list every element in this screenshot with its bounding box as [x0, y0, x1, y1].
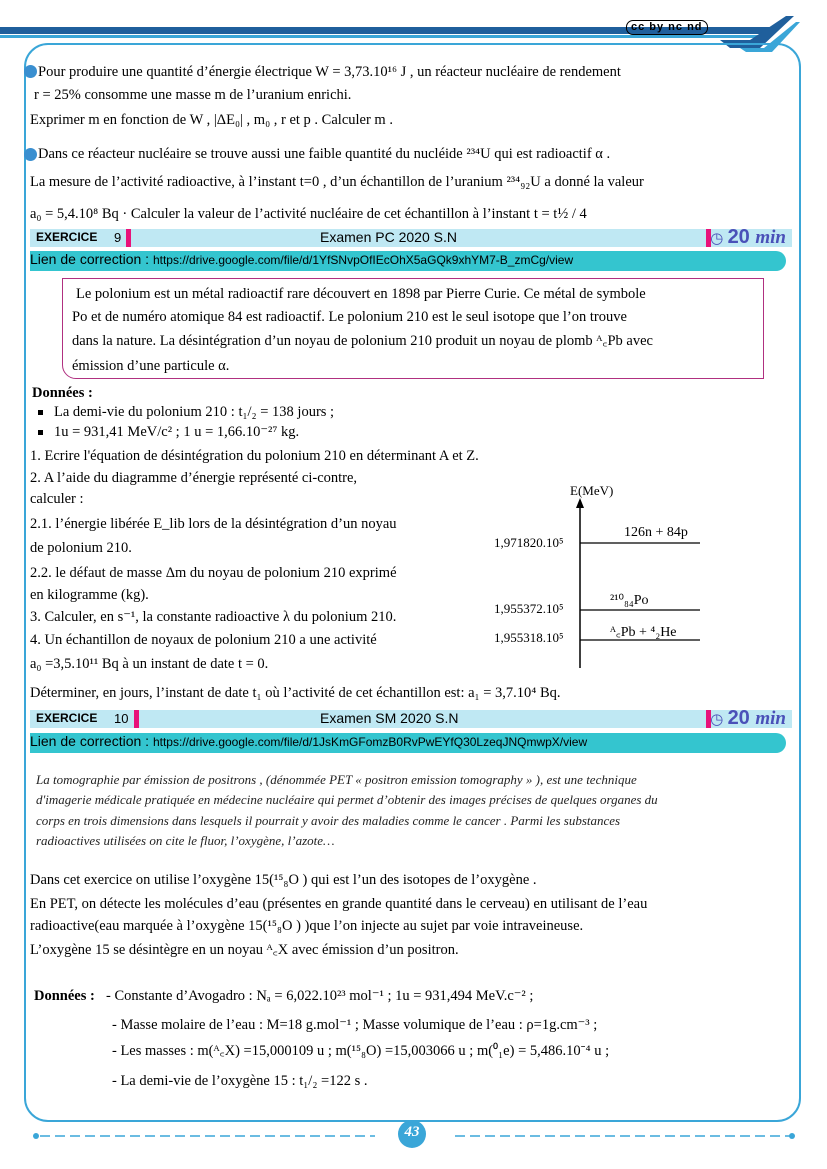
q4-line1: Dans ce réacteur nucléaire se trouve aussi une faible quantité du nucléide ²³⁴U qui est radioactif α . [38, 146, 611, 162]
duration [710, 226, 786, 249]
donnees-title: Données : [32, 385, 93, 401]
ex10-paragraph-2: En PET, on détecte les molécules d’eau (présentes en grande quantité dans le cerveau) en utilisant de l’eau [30, 896, 648, 912]
exercise-9-header [30, 226, 792, 248]
q3-line2: r = 25% consomme une masse m de l’uranium enrichi. [34, 87, 352, 103]
level-value: 1,971820.10⁵ [494, 535, 564, 550]
exam-title: Examen PC 2020 S.N [320, 229, 457, 245]
correction-url[interactable]: https://drive.google.com/file/d/1YfSNvpOfIEcOhX5aGQk9xhYM7-B_zmCg/view [152, 253, 574, 267]
question-2-1: 2.1. l’énergie libérée E_lib lors de la désintégration d’un noyau [30, 516, 397, 532]
ex10-donnee-2: - Masse molaire de l’eau : M=18 g.mol⁻¹ ; Masse volumique de l’eau : ρ=1g.cm⁻³ ; [112, 1017, 598, 1033]
correction-url[interactable]: https://drive.google.com/file/d/1JsKmGFomzB0RvPwEYfQ30LzeqJNQmwpX/view [152, 735, 588, 749]
correction-link-bar[interactable] [30, 251, 786, 271]
q3-line3: Exprimer m en fonction de W , |ΔE₀| , m₀ , r et p . Calculer m . [30, 112, 393, 128]
pink-marker [126, 229, 131, 247]
exam-title: Examen SM 2020 S.N [320, 710, 459, 726]
ex10-donnee-3: - Les masses : m(ᴬ꜀X) =15,000109 u ; m(¹⁵₈O) =15,003066 u ; m(⁰₁e) = 5,486.10⁻⁴ u ; [112, 1043, 610, 1059]
ex10-donnees-title: Données : [34, 988, 95, 1004]
level-value: 1,955372.10⁵ [494, 601, 564, 616]
exercise-10-header [30, 707, 792, 729]
exercise-label: EXERCICE [36, 230, 98, 244]
ex10-paragraph-3: L’oxygène 15 se désintègre en un noyau ᴬ꜀X avec émission d’un positron. [30, 942, 459, 958]
q4-line3: a₀ = 5,4.10⁸ Bq · Calculer la valeur de l’activité nucléaire de cet échantillon à l’instant t = t½ / 4 [30, 206, 587, 222]
intro-line4: émission d’une particule α. [72, 358, 230, 374]
header-band-thin [0, 35, 760, 38]
level-value: 1,955318.10⁵ [494, 630, 564, 645]
diagram-axis-label: E(MeV) [570, 483, 614, 498]
pink-marker [134, 710, 139, 728]
pet-intro-line2: d'imagerie médicale pratiquée en médecine nucléaire qui permet d’obtenir des images précises de quelques organes du [36, 792, 658, 807]
bullet-4-icon [24, 148, 37, 161]
level-label: ᴬ꜀Pb + ⁴₂He [610, 625, 677, 640]
bullet-3-icon [24, 65, 37, 78]
question-2-2: 2.2. le défaut de masse Δm du noyau de polonium 210 exprimé [30, 565, 397, 581]
pet-intro-line4: radioactives utilisées on cite le fluor, l’oxygène, l’azote… [36, 833, 335, 848]
correction-label: Lien de correction : [30, 251, 153, 267]
q4-line2: La mesure de l’activité radioactive, à l’instant t=0 , d’un échantillon de l’uranium ²³⁴₉₂U a donné la valeur [30, 174, 644, 190]
clock-icon: ◷ [710, 230, 728, 247]
clock-icon: ◷ [710, 711, 728, 728]
donnee-1: La demi-vie du polonium 210 : t₁/₂ = 138 jours ; [54, 404, 335, 420]
correction-label: Lien de correction : [30, 733, 153, 749]
question-4-cont: a₀ =3,5.10¹¹ Bq à un instant de date t = 0. [30, 656, 269, 672]
intro-line3: dans la nature. La désintégration d’un noyau de polonium 210 produit un noyau de plomb ᴬ꜀Pb avec [72, 333, 653, 349]
duration-unit: min [755, 708, 786, 729]
question-3: 3. Calculer, en s⁻¹, la constante radioactive λ du polonium 210. [30, 609, 397, 625]
exercise-label: EXERCICE [36, 711, 98, 725]
duration-unit: min [755, 227, 786, 248]
page-number: 43 [404, 1124, 420, 1140]
question-2-2-cont: en kilogramme (kg). [30, 587, 149, 603]
question-4-final: Déterminer, en jours, l’instant de date t₁ où l’activité de cet échantillon est: a₁ = 3,7.10⁴ Bq. [30, 685, 561, 701]
bullet-icon [38, 410, 43, 415]
q3-line1: Pour produire une quantité d’énergie électrique W = 3,73.10¹⁶ J , un réacteur nucléaire de rendement [38, 64, 621, 80]
exercise-number: 10 [114, 711, 129, 726]
question-2-1-cont: de polonium 210. [30, 540, 132, 556]
license-badge: cc by nc nd [626, 20, 708, 35]
ex10-paragraph-1: Dans cet exercice on utilise l’oxygène 15(¹⁵₈O ) qui est l’un des isotopes de l’oxygène . [30, 872, 537, 888]
ex10-donnee-4: - La demi-vie de l’oxygène 15 : t₁/₂ =122 s . [112, 1073, 368, 1089]
intro-line1: Le polonium est un métal radioactif rare découvert en 1898 par Pierre Curie. Ce métal de symbole [76, 286, 646, 302]
duration-value: 20 [727, 707, 750, 729]
question-4: 4. Un échantillon de noyaux de polonium 210 a une activité [30, 632, 377, 648]
donnee-2: 1u = 931,41 MeV/c² ; 1 u = 1,66.10⁻²⁷ kg. [54, 424, 300, 440]
intro-line2: Po et de numéro atomique 84 est radioactif. Le polonium 210 est le seul isotope que l’on trouve [72, 309, 627, 325]
exercise-number: 9 [114, 230, 122, 245]
ex10-donnee-1: - Constante d’Avogadro : Nₐ = 6,022.10²³ mol⁻¹ ; 1u = 931,494 MeV.c⁻² ; [106, 988, 534, 1004]
level-label: ²¹⁰₈₄Po [610, 593, 649, 608]
bullet-icon [38, 430, 43, 435]
question-2-cont: calculer : [30, 491, 84, 507]
correction-link-bar[interactable] [30, 733, 786, 753]
level-label: 126n + 84p [624, 525, 688, 540]
pet-intro-line1: La tomographie par émission de positrons , (dénommée PET « positron emission tomography » ), est une technique [36, 772, 637, 787]
question-2: 2. A l’aide du diagramme d’énergie représenté ci-contre, [30, 470, 358, 486]
duration-value: 20 [727, 226, 750, 248]
ex10-paragraph-2-cont: radioactive(eau marquée à l’oxygène 15(¹⁵₈O ) )que l’on injecte au sujet par voie intraveineuse. [30, 918, 584, 934]
question-1: 1. Ecrire l'équation de désintégration du polonium 210 en déterminant A et Z. [30, 448, 479, 464]
pet-intro-line3: corps en trois dimensions dans lesquels il pourrait y avoir des maladies comme le cancer . Parmi les substances [36, 813, 621, 828]
duration [710, 707, 786, 730]
